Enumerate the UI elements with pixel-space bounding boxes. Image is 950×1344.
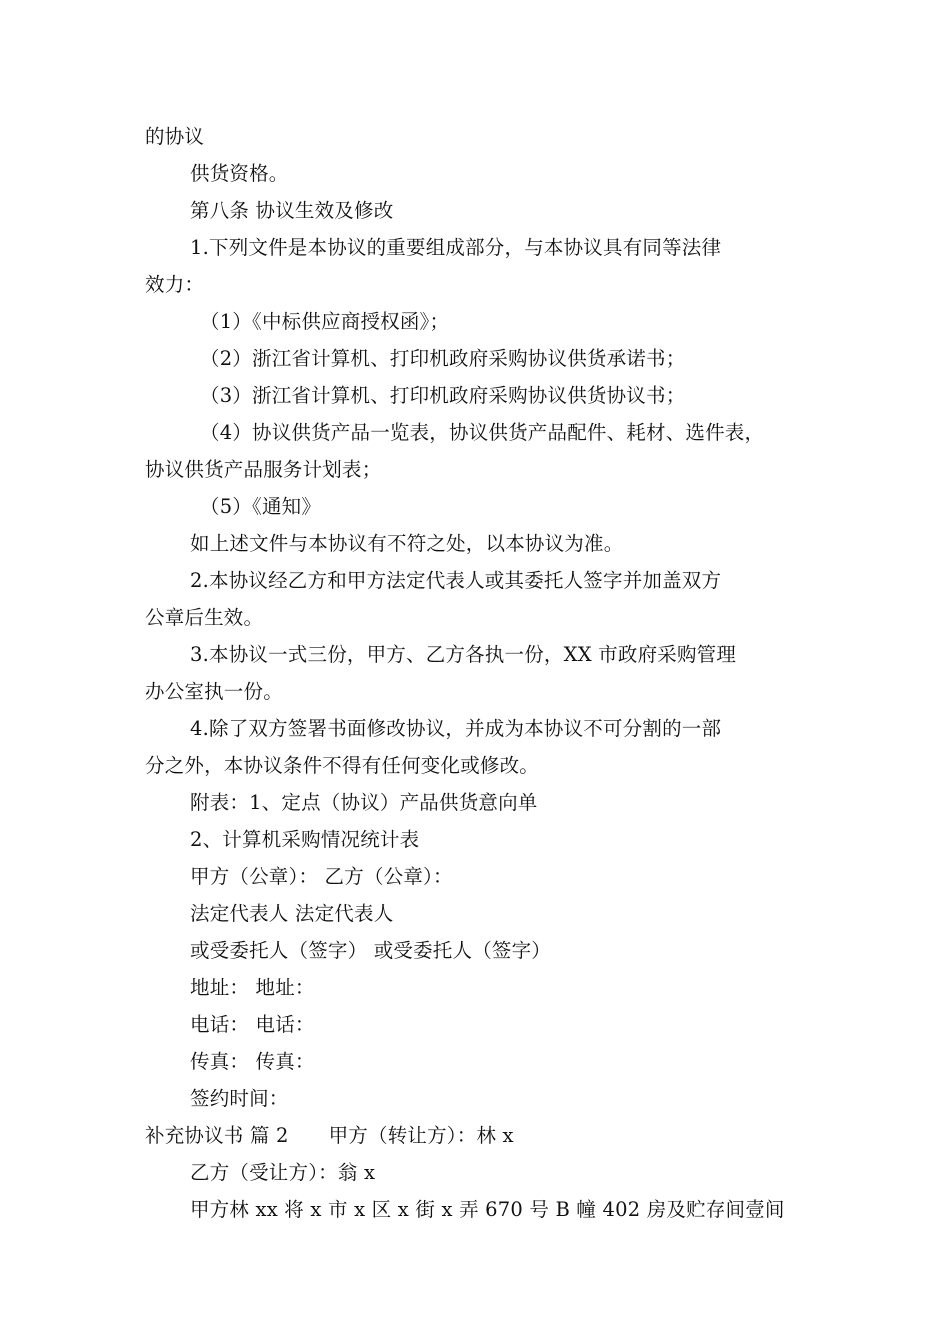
document-body: [145, 118, 815, 1228]
list-item: （5）《通知》: [200, 495, 322, 518]
list-item: （3）浙江省计算机、打印机政府采购协议供货协议书；: [200, 384, 686, 407]
text-line: 效力：: [145, 273, 205, 296]
signature-line: 签约时间：: [190, 1087, 289, 1110]
party-a-line: 甲方（转让方）：林 x: [328, 1124, 514, 1147]
text-line: 协议供货产品服务计划表；: [145, 458, 382, 481]
list-item: （2）浙江省计算机、打印机政府采购协议供货承诺书；: [200, 347, 686, 370]
signature-line: 或受委托人（签字） 或受委托人（签字）: [190, 939, 551, 962]
text-line: 供货资格。: [190, 162, 289, 185]
text-line: 4.除了双方签署书面修改协议，并成为本协议不可分割的一部: [190, 717, 722, 740]
section-heading: 第八条 协议生效及修改: [190, 199, 394, 222]
text-line: 2.本协议经乙方和甲方法定代表人或其委托人签字并加盖双方: [190, 569, 722, 592]
text-line: 分之外，本协议条件不得有任何变化或修改。: [145, 754, 540, 777]
text-line: 如上述文件与本协议有不符之处，以本协议为准。: [190, 532, 624, 555]
signature-line: 电话： 电话：: [190, 1013, 315, 1036]
text-line: 办公室执一份。: [145, 680, 283, 703]
signature-line: 传真： 传真：: [190, 1050, 315, 1073]
text-line: [145, 1117, 815, 1154]
text-line: 2、计算机采购情况统计表: [190, 828, 420, 851]
list-item: （4）协议供货产品一览表，协议供货产品配件、耗材、选件表，: [200, 421, 765, 444]
signature-line: 甲方（公章）： 乙方（公章）：: [190, 865, 453, 888]
text-line: 甲方林 xx 将 x 市 x 区 x 街 x 弄 670 号 B 幢 402 房及贮存间壹间: [190, 1198, 785, 1221]
text-line: 1.下列文件是本协议的重要组成部分，与本协议具有同等法律: [190, 236, 722, 259]
signature-line: 地址： 地址：: [190, 976, 315, 999]
section-title: 补充协议书 篇 2: [145, 1124, 289, 1147]
party-b-line: 乙方（受让方）：翁 x: [190, 1161, 376, 1184]
list-item: （1）《中标供应商授权函》；: [200, 310, 450, 333]
signature-line: 法定代表人 法定代表人: [190, 902, 394, 925]
text-line: 的协议: [145, 125, 205, 148]
text-line: 附表：1、定点（协议）产品供货意向单: [190, 791, 538, 814]
text-line: 3.本协议一式三份，甲方、乙方各执一份，XX 市政府采购管理: [190, 643, 737, 666]
text-line: 公章后生效。: [145, 606, 264, 629]
